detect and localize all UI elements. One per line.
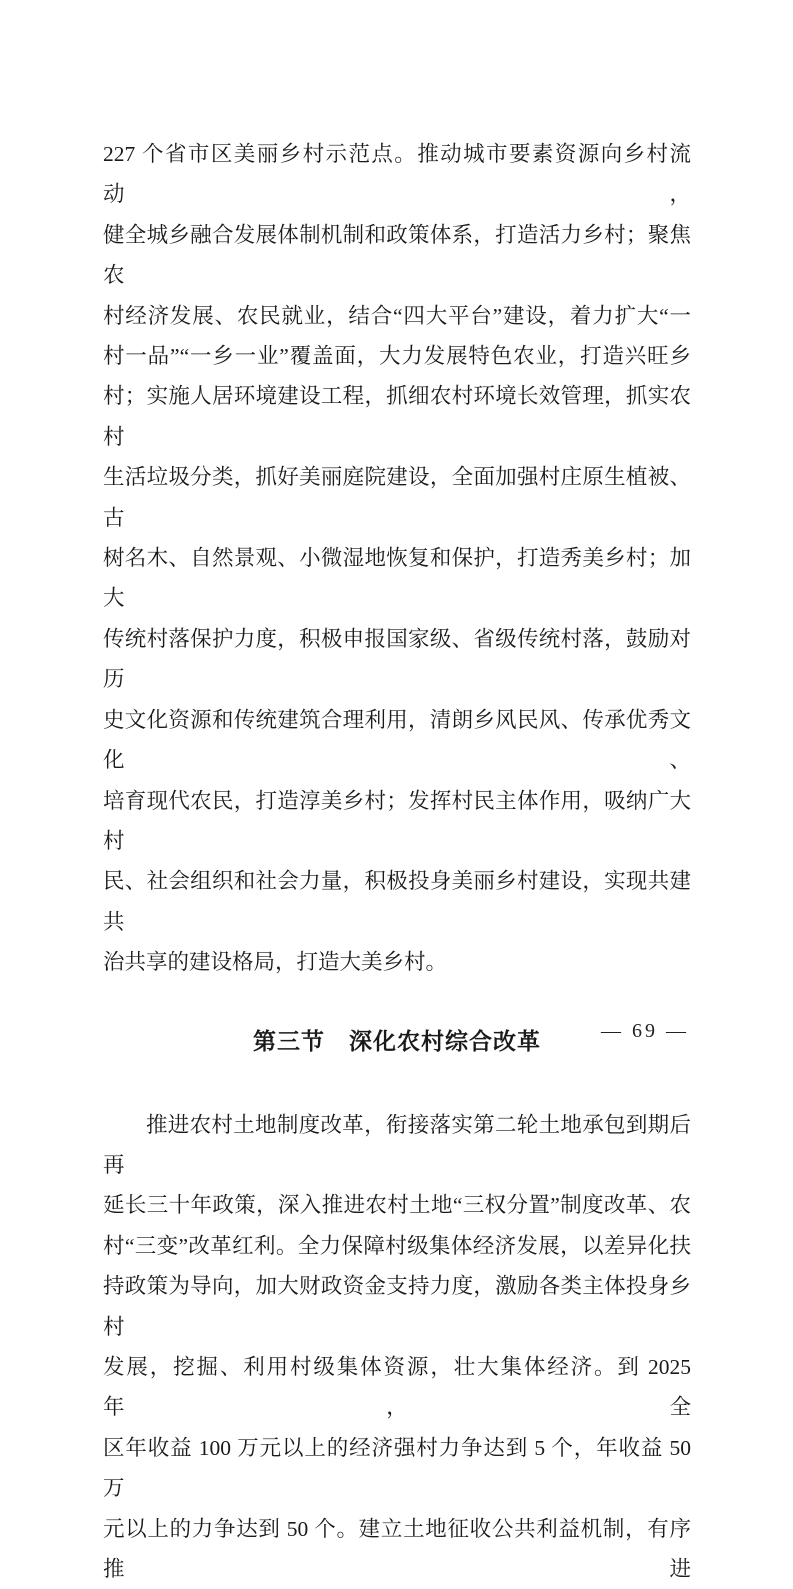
page-number: — 69 — (601, 1020, 689, 1042)
text-line: 培育现代农民，打造淳美乡村；发挥村民主体作用，吸纳广大村 (103, 788, 691, 853)
text-line: 健全城乡融合发展体制机制和政策体系，打造活力乡村；聚焦农 (103, 222, 691, 288)
text-line: 治共享的建设格局，打造大美乡村。 (103, 950, 448, 975)
text-line: 227 个省市区美丽乡村示范点。推动城市要素资源向乡村流动， (103, 142, 691, 207)
text-line: 传统村落保护力度，积极申报国家级、省级传统村落，鼓励对历 (103, 626, 691, 692)
text-line: 史文化资源和传统建筑合理利用，清朗乡风民风、传承优秀文化、 (103, 707, 691, 773)
text-line: 持政策为导向，加大财政资金支持力度，激励各类主体投身乡村 (103, 1274, 691, 1339)
text-line: 树名木、自然景观、小微湿地恢复和保护，打造秀美乡村；加大 (103, 546, 691, 611)
text-line: 村经济发展、农民就业，结合“四大平台”建设，着力扩大“一 (103, 303, 691, 328)
text-line: 生活垃圾分类，抓好美丽庭院建设，全面加强村庄原生植被、古 (103, 465, 691, 530)
paragraph-land-reform (103, 1105, 691, 1589)
text-line: 延长三十年政策，深入推进农村土地“三权分置”制度改革、农 (103, 1193, 691, 1218)
text-line: 村；实施人居环境建设工程，抓细农村环境长效管理，抓实农村 (103, 384, 691, 449)
paragraph-continued-from-previous-page (103, 134, 691, 983)
text-line: 元以上的力争达到 50 个。建立土地征收公共利益机制，有序推进 (103, 1516, 691, 1581)
text-column (103, 134, 691, 1589)
text-line: 村一品”“一乡一业”覆盖面，大力发展特色农业，打造兴旺乡 (103, 344, 691, 369)
text-line: 村“三变”改革红利。全力保障村级集体经济发展，以差异化扶 (103, 1233, 691, 1258)
text-line: 区年收益 100 万元以上的经济强村力争达到 5 个，年收益 50 万 (103, 1435, 691, 1501)
text-line: 推进农村土地制度改革，衔接落实第二轮土地承包到期后再 (103, 1112, 691, 1177)
text-line: 发展，挖掘、利用村级集体资源，壮大集体经济。到 2025 年，全 (103, 1354, 691, 1420)
text-line: 民、社会组织和社会力量，积极投身美丽乡村建设，实现共建共 (103, 869, 691, 934)
section-heading: 第三节 深化农村综合改革 (253, 1027, 541, 1054)
